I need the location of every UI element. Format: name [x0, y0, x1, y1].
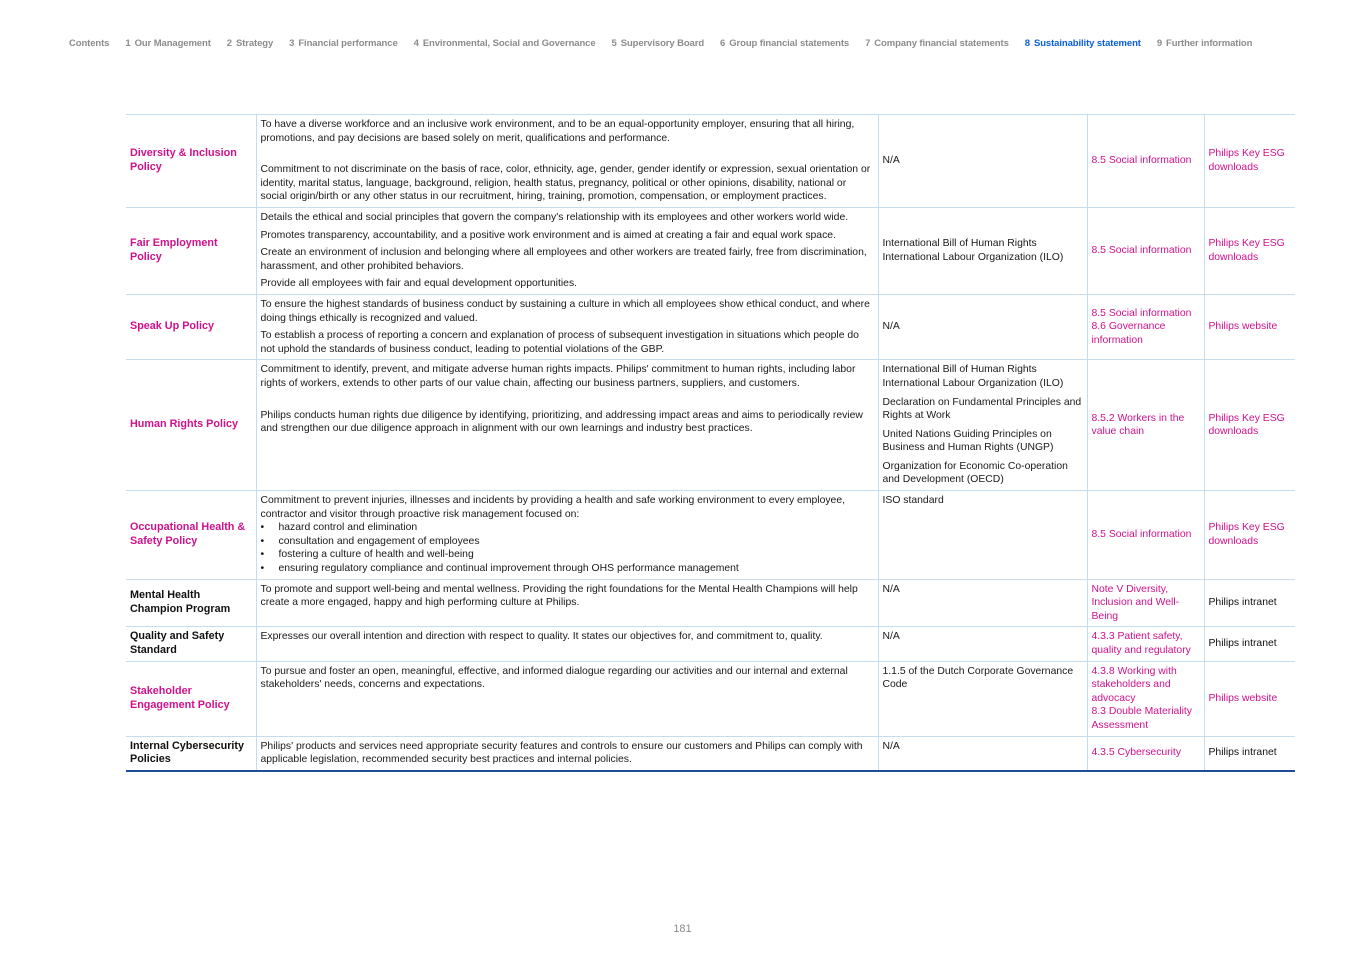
nav-item-label: Our Management — [134, 38, 211, 49]
policy-frameworks — [878, 627, 1087, 661]
nav-item-number: 5 — [611, 38, 617, 49]
description-paragraph: Details the ethical and social principles that govern the company's relationship with its employees and other workers world wide. — [260, 211, 849, 223]
nav-item-number: 6 — [720, 38, 726, 49]
nav-item-number: 3 — [289, 38, 295, 49]
policy-references — [1087, 736, 1204, 771]
reference-link[interactable]: 8.5 Social information — [1091, 245, 1192, 257]
policy-source-link[interactable]: Philips intranet — [1204, 627, 1295, 661]
policy-references — [1087, 661, 1204, 736]
description-bullet: • hazard control and elimination — [279, 521, 874, 535]
nav-item-number: 7 — [865, 38, 871, 49]
policy-source-link[interactable]: Philips Key ESG downloads — [1204, 360, 1295, 491]
policy-description — [256, 627, 878, 661]
policy-name: Speak Up Policy — [126, 294, 256, 359]
table-row — [126, 736, 1295, 771]
description-paragraph: Philips' products and services need appropriate security features and controls to ensure our customers and Philips can comply with applicable legislation, recommended security best practices and internal policies. — [260, 740, 863, 766]
reference-link[interactable]: 8.5 Social information — [1091, 155, 1192, 167]
policy-description — [256, 661, 878, 736]
policy-references — [1087, 294, 1204, 359]
policy-source-link[interactable]: Philips Key ESG downloads — [1204, 115, 1295, 208]
framework-item: International Bill of Human Rights International Labour Organization (ILO) — [882, 238, 1064, 263]
description-paragraph: Expresses our overall intention and direction with respect to quality. It states our objectives for, and commitment to, quality. — [260, 631, 823, 643]
reference-link[interactable]: 4.3.3 Patient safety, quality and regulatory — [1091, 631, 1191, 656]
policy-name: Internal Cybersecurity Policies — [126, 736, 256, 771]
reference-link[interactable]: Note V Diversity, Inclusion and Well-Being — [1091, 583, 1180, 622]
framework-item: N/A — [882, 583, 900, 595]
nav-item-further-information[interactable] — [1157, 38, 1252, 49]
description-bullet: • consultation and engagement of employees — [279, 535, 874, 549]
reference-link[interactable]: 8.5.2 Workers in the value chain — [1091, 412, 1185, 438]
policy-description — [256, 360, 878, 491]
policy-source-link[interactable]: Philips Key ESG downloads — [1204, 491, 1295, 580]
table-row — [126, 294, 1295, 359]
policy-references — [1087, 115, 1204, 208]
nav-item-label: Supervisory Board — [620, 38, 705, 49]
policies-table — [126, 114, 1295, 772]
nav-item-number: 2 — [226, 38, 232, 49]
description-paragraph: Commitment to not discriminate on the basis of race, color, ethnicity, age, gender, gender identify or expression, sexual orientation or identity, marital status, language, background, religion, health status, pregnancy, political or other opinions, disability, national or social origin/birth or any other status in our recruitment, hiring, training, promotion, compensation, or employment practices. — [260, 164, 871, 203]
description-bullet: • ensuring regulatory compliance and continual improvement through OHS performance management — [279, 562, 874, 576]
nav-item-supervisory-board[interactable] — [612, 38, 705, 49]
policy-frameworks — [878, 579, 1087, 627]
policy-name: Occupational Health & Safety Policy — [126, 491, 256, 580]
framework-item: Declaration on Fundamental Principles and Rights at Work — [882, 396, 1082, 422]
description-paragraph: To establish a process of reporting a concern and explanation of process of subsequent investigation in situations which people do not uphold the standards of business conduct, leading to potential violations of the GBP. — [260, 330, 859, 355]
policy-references — [1087, 207, 1204, 294]
nav-item-label: Contents — [69, 38, 110, 49]
framework-item: ISO standard — [882, 495, 944, 507]
policy-name: Mental Health Champion Program — [126, 579, 256, 627]
framework-item: N/A — [882, 740, 900, 752]
description-paragraph: Commitment to identify, prevent, and mitigate adverse human rights impacts. Philips' commitment to human rights, including labor rights of workers, extends to other parts of our value chain, affecting our business partners, suppliers, and customers. — [260, 364, 856, 389]
framework-item: N/A — [882, 155, 900, 167]
description-paragraph: Commitment to prevent injuries, illnesses and incidents by providing a health and safe working environment to every employee, contractor and visitor through proactive risk management focused on: — [260, 495, 845, 520]
framework-item: United Nations Guiding Principles on Business and Human Rights (UNGP) — [882, 428, 1054, 454]
framework-item: N/A — [882, 321, 900, 333]
description-paragraph: Promotes transparency, accountability, and a positive work environment and is aimed at creating a fair and equal work space. — [260, 229, 836, 241]
policy-frameworks — [878, 294, 1087, 359]
reference-link[interactable]: 4.3.8 Working with stakeholders and advocacy — [1091, 665, 1177, 704]
policy-references — [1087, 579, 1204, 627]
policy-name: Human Rights Policy — [126, 360, 256, 491]
nav-item-number: 9 — [1156, 38, 1163, 49]
policy-name: Fair Employment Policy — [126, 207, 256, 294]
description-paragraph: Philips conducts human rights due diligence by identifying, prioritizing, and addressing impact areas and aims to periodically review and strengthen our due diligence approach in alignment with our own learnings and industry best practices. — [260, 409, 863, 435]
reference-link[interactable]: 4.3.5 Cybersecurity — [1091, 747, 1182, 759]
table-row — [126, 360, 1295, 491]
framework-item: N/A — [882, 631, 900, 643]
nav-item-number: 4 — [413, 38, 419, 49]
policy-source-link[interactable]: Philips intranet — [1204, 579, 1295, 627]
policy-references — [1087, 360, 1204, 491]
description-paragraph: Provide all employees with fair and equal development opportunities. — [260, 278, 578, 290]
nav-item-strategy[interactable] — [227, 38, 273, 49]
policy-frameworks — [878, 360, 1087, 491]
policy-frameworks — [878, 736, 1087, 771]
policy-source-link[interactable]: Philips website — [1204, 661, 1295, 736]
description-paragraph: To ensure the highest standards of business conduct by sustaining a culture in which all employees show ethical conduct, and where doing things ethically is recognized and valued. — [260, 298, 870, 324]
reference-link[interactable]: 8.5 Social information — [1091, 529, 1192, 541]
nav-item-label: Financial performance — [298, 38, 398, 49]
description-paragraph: Create an environment of inclusion and belonging where all employees and other workers are treated fairly, free from discrimination, harassment, and other prohibited behaviors. — [260, 247, 867, 272]
section-navigation — [69, 38, 1365, 49]
policy-description — [256, 207, 878, 294]
policy-name: Stakeholder Engagement Policy — [126, 661, 256, 736]
reference-link[interactable]: 8.5 Social information — [1091, 307, 1192, 319]
policy-description — [256, 579, 878, 627]
nav-item-label: Strategy — [235, 38, 274, 49]
table-row — [126, 579, 1295, 627]
nav-item-our-management[interactable] — [125, 38, 210, 49]
nav-item-label: Environmental, Social and Governance — [422, 38, 596, 49]
nav-item-financial-performance[interactable] — [289, 38, 397, 49]
page-number: 181 — [673, 923, 692, 935]
table-row — [126, 627, 1295, 661]
nav-item-group-financial-statements[interactable] — [720, 38, 849, 49]
framework-item: 1.1.5 of the Dutch Corporate Governance Code — [882, 665, 1074, 691]
description-paragraph: To have a diverse workforce and an inclusive work environment, and to be an equal-opportunity employer, ensuring that all hiring, promotions, and pay decisions are based solely on merit, qualifications and performance. — [260, 119, 855, 144]
table-row — [126, 491, 1295, 580]
reference-link[interactable]: 8.3 Double Materiality Assessment — [1091, 706, 1192, 731]
policy-description — [256, 115, 878, 208]
nav-item-label: Group financial statements — [729, 38, 850, 49]
policy-description — [256, 491, 878, 580]
table-row — [126, 661, 1295, 736]
nav-item-number: 8 — [1024, 38, 1030, 49]
policy-name: Quality and Safety Standard — [126, 627, 256, 661]
nav-item-number: 1 — [125, 38, 131, 49]
reference-link[interactable]: 8.6 Governance information — [1091, 321, 1166, 346]
nav-item-environmental-social-and-governance[interactable] — [414, 38, 596, 49]
policy-frameworks — [878, 115, 1087, 208]
nav-item-label: Further information — [1166, 38, 1253, 49]
nav-item-label: Sustainability statement — [1033, 38, 1141, 49]
policy-frameworks — [878, 491, 1087, 580]
nav-item-company-financial-statements[interactable] — [865, 38, 1009, 49]
policy-description — [256, 736, 878, 771]
description-paragraph: To promote and support well-being and mental wellness. Providing the right foundations for the Mental Health Champions will help create a more engaged, happy and high performing culture at Philips. — [260, 583, 858, 609]
policy-source-link[interactable]: Philips intranet — [1204, 736, 1295, 771]
framework-item: Organization for Economic Co-operation and Development (OECD) — [882, 460, 1068, 486]
nav-item-sustainability-statement[interactable] — [1025, 38, 1141, 49]
policy-description — [256, 294, 878, 359]
description-bullet-list — [261, 521, 874, 575]
table-row — [126, 115, 1295, 208]
policy-frameworks — [878, 207, 1087, 294]
nav-item-label: Company financial statements — [874, 38, 1009, 49]
description-bullet: • fostering a culture of health and well-being — [279, 548, 874, 562]
nav-item-contents[interactable] — [69, 38, 109, 49]
policy-source-link[interactable]: Philips Key ESG downloads — [1204, 207, 1295, 294]
policy-name: Diversity & Inclusion Policy — [126, 115, 256, 208]
policy-references — [1087, 491, 1204, 580]
policy-source-link[interactable]: Philips website — [1204, 294, 1295, 359]
policy-frameworks — [878, 661, 1087, 736]
framework-item: International Bill of Human Rights International Labour Organization (ILO) — [882, 364, 1064, 389]
policy-references — [1087, 627, 1204, 661]
description-paragraph: To pursue and foster an open, meaningful, effective, and informed dialogue regarding our activities and our internal and external stakeholders' needs, concerns and expectations. — [260, 665, 848, 691]
table-row — [126, 207, 1295, 294]
